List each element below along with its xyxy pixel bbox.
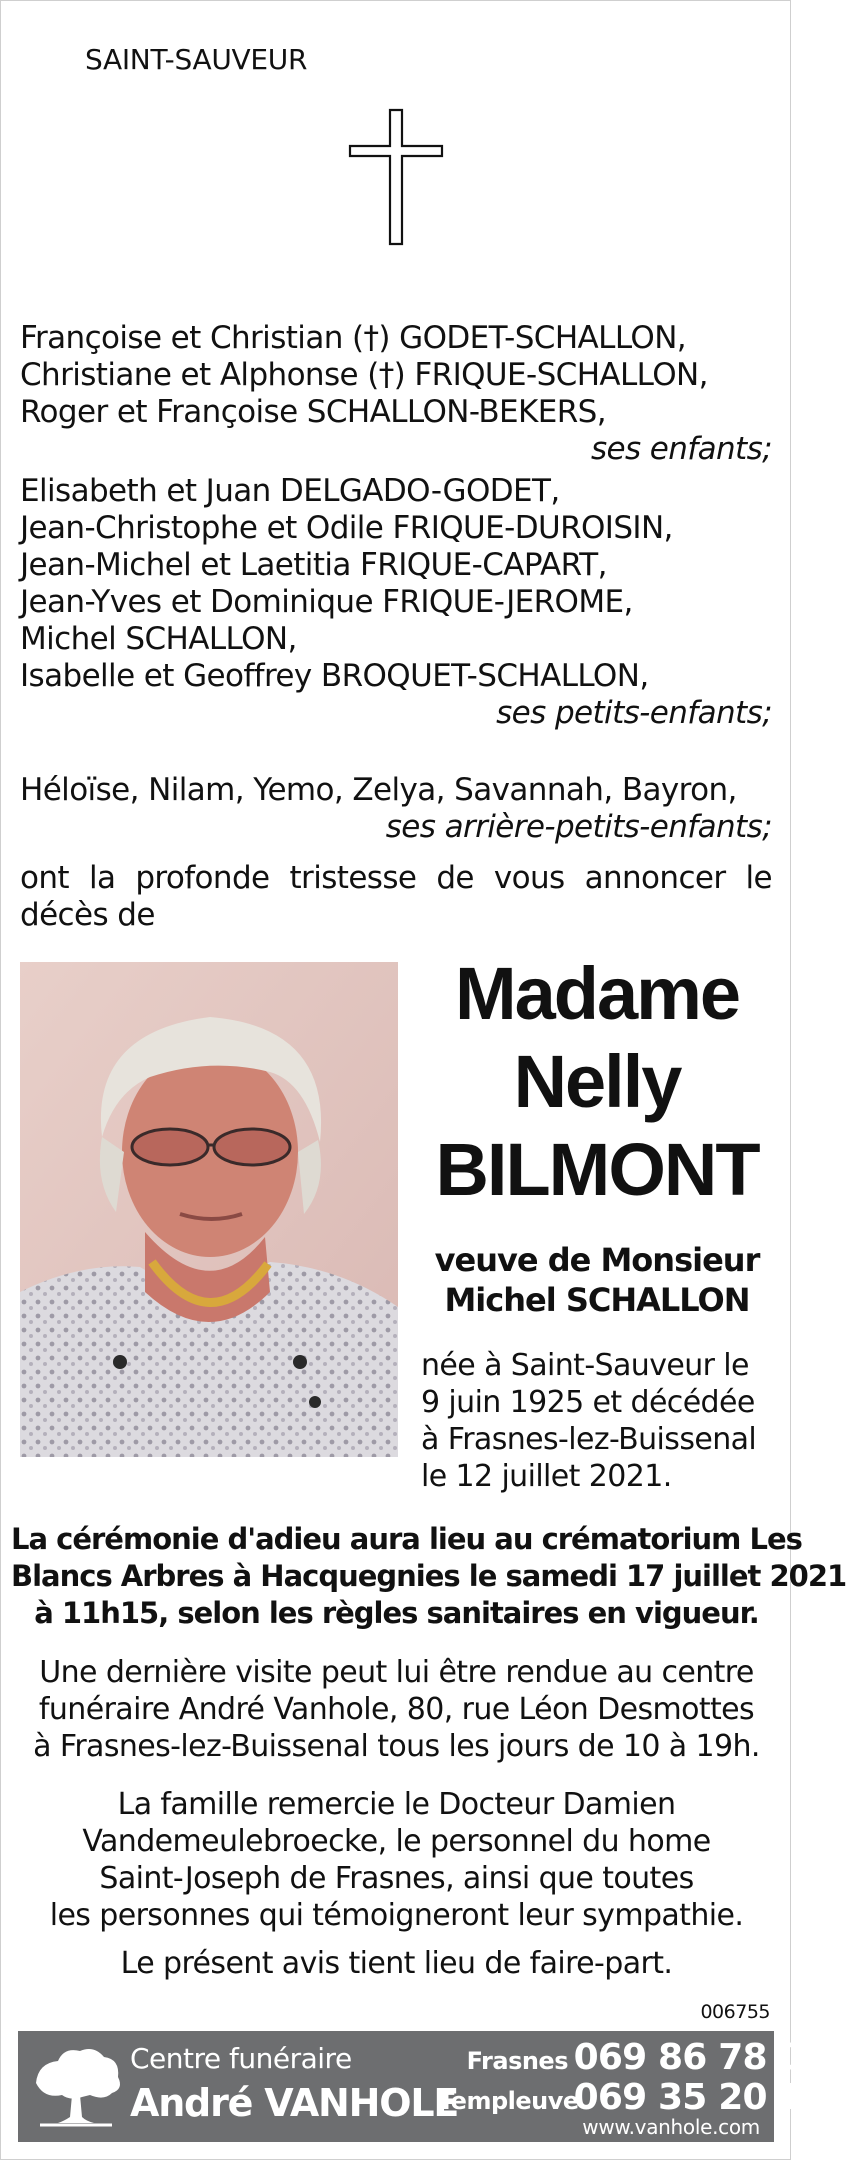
portrait-photo [20,962,398,1457]
visit-line: à Frasnes-lez-Buissenal tous les jours de 10 à 19h. [33,1729,760,1764]
phone-city: Templeuve [438,2087,579,2115]
notice-line: Le présent avis tient lieu de faire-part. [120,1946,673,1981]
phone-templeuve [438,2077,827,2118]
family-line: Michel SCHALLON, [20,621,297,657]
tree-icon [28,2037,124,2133]
family-line: Jean-Michel et Laetitia FRIQUE-CAPART, [20,547,607,583]
family-line: Christiane et Alphonse (†) FRIQUE-SCHALLON, [20,357,708,393]
phone-number[interactable]: 069 35 20 19 [573,2077,828,2118]
visit-text [11,1654,782,1765]
family-line: Roger et Françoise SCHALLON-BEKERS, [20,394,606,430]
thanks-line: Vandemeulebroecke, le personnel du home [82,1824,711,1859]
thanks-text [11,1786,782,1934]
visit-line: funéraire André Vanhole, 80, rue Léon Desmottes [38,1692,755,1727]
ceremony-line: La cérémonie d'adieu aura lieu au crématorium Les [11,1522,802,1556]
birth-death-line: à Frasnes-lez-Buissenal [421,1422,757,1457]
deceased-title: Madame [454,952,740,1035]
birth-death-text [421,1347,774,1495]
great-grandchildren-section [20,772,772,846]
ceremony-text [11,1521,846,1632]
thanks-line: La famille remercie le Docteur Damien [117,1787,676,1822]
family-line: Jean-Christophe et Odile FRIQUE-DUROISIN, [20,510,673,546]
notice-text [11,1945,782,1982]
announcement-text: ont la profonde tristesse de vous annoncer le décès de [20,860,772,933]
birth-death-line: née à Saint-Sauveur le [421,1348,749,1383]
ceremony-line: Blancs Arbres à Hacquegnies le samedi 17 juillet 2021 [11,1559,846,1593]
family-line: Jean-Yves et Dominique FRIQUE-JEROME, [20,584,633,620]
thanks-line: Saint-Joseph de Frasnes, ainsi que toutes [99,1861,694,1896]
family-line: Françoise et Christian (†) GODET-SCHALLON, [20,320,687,356]
funeral-home-name: André VANHOLE [130,2081,459,2125]
visit-line: Une dernière visite peut lui être rendue au centre [39,1655,754,1690]
cross-icon [346,108,446,248]
deceased-first-name: Nelly [513,1040,681,1123]
funeral-home-subtitle: Centre funéraire [130,2042,352,2075]
children-section [20,320,772,468]
ceremony-line: à 11h15, selon les règles sanitaires en vigueur. [34,1596,759,1630]
deceased-last-name: BILMONT [435,1128,759,1211]
birth-death-line: le 12 juillet 2021. [421,1459,672,1494]
location-heading: SAINT-SAUVEUR [85,43,308,76]
children-role: ses enfants; [590,431,772,467]
reference-number: 006755 [700,2001,770,2023]
family-line: Isabelle et Geoffrey BROQUET-SCHALLON, [20,658,649,694]
phone-city: Frasnes [466,2047,568,2075]
funeral-home-banner [18,2031,828,2142]
website-link[interactable]: www.vanhole.com [582,2115,760,2139]
family-line: Elisabeth et Juan DELGADO-GODET, [20,473,560,509]
grandchildren-role: ses petits-enfants; [496,695,772,731]
great-grandchildren-role: ses arrière-petits-enfants; [385,809,772,845]
widow-line-2: Michel SCHALLON [444,1281,750,1319]
birth-death-line: 9 juin 1925 et décédée [421,1385,755,1420]
widow-line-1: veuve de Monsieur [434,1241,760,1279]
thanks-line: les personnes qui témoigneront leur sympathie. [49,1898,744,1933]
phone-number[interactable]: 069 86 78 04 [573,2037,828,2078]
grandchildren-section [20,473,772,732]
family-line: Héloïse, Nilam, Yemo, Zelya, Savannah, Bayron, [20,772,737,808]
phone-frasnes [438,2037,827,2078]
